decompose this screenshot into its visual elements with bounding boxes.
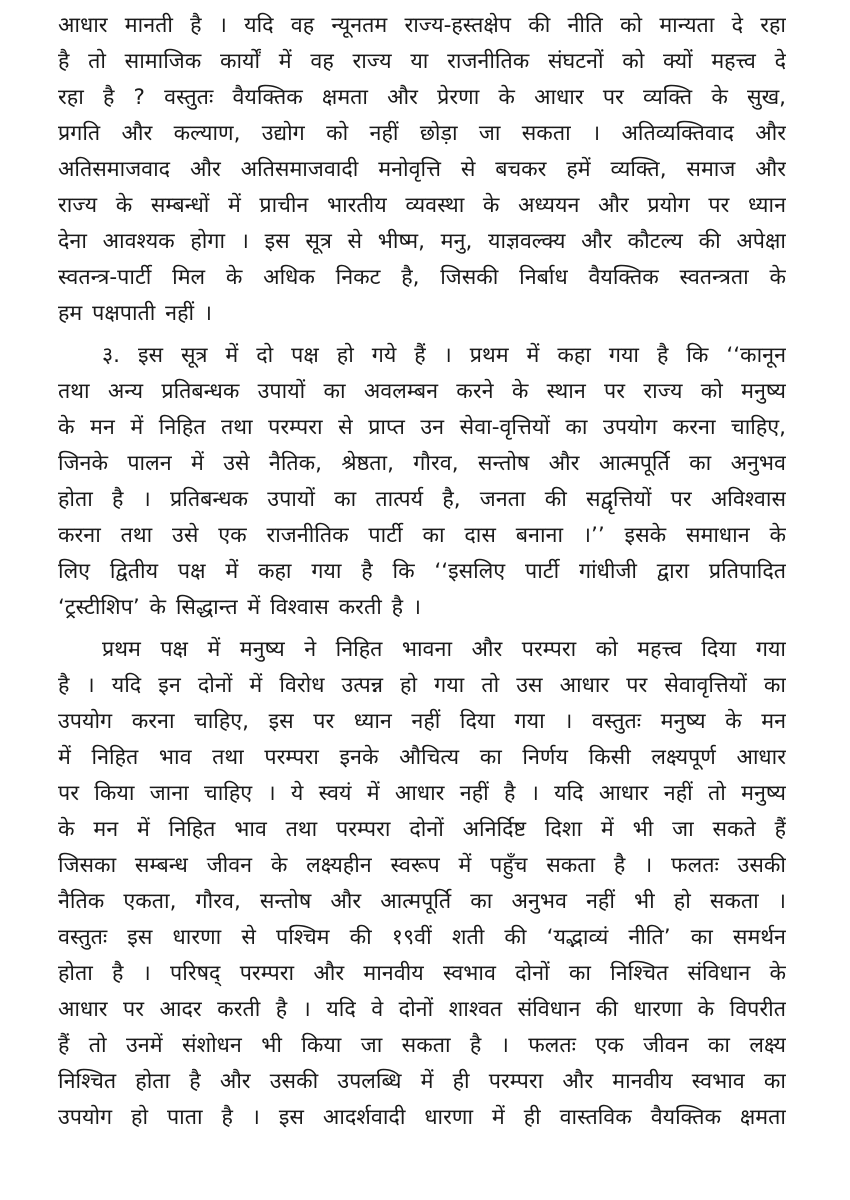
text-line: अतिसमाजवाद और अतिसमाजवादी मनोवृत्ति से बचकर हमें व्यक्ति, समाज और [58, 157, 786, 182]
text-line: है । यदि इन दोनों में विरोध उत्पन्न हो गया तो उस आधार पर सेवावृत्तियों का [58, 673, 786, 698]
paragraph-3 [58, 632, 786, 1136]
text-line: करना तथा उसे एक राजनीतिक पार्टी का दास बनाना ।’’ इसके समाधान के [58, 523, 786, 548]
text-line: प्रथम पक्ष में मनुष्य ने निहित भावना और परम्परा को महत्त्व दिया गया [102, 637, 786, 662]
text-line: प्रगति और कल्याण, उद्योग को नहीं छोड़ा जा सकता । अतिव्यक्तिवाद और [58, 121, 786, 146]
text-line: रहा है ? वस्तुतः वैयक्तिक क्षमता और प्रेरणा के आधार पर व्यक्ति के सुख, [58, 85, 786, 110]
text-line: उपयोग हो पाता है । इस आदर्शवादी धारणा में ही वास्तविक वैयक्तिक क्षमता [58, 1105, 786, 1130]
text-line: में निहित भाव तथा परम्परा इनके औचित्य का निर्णय किसी लक्ष्यपूर्ण आधार [58, 745, 786, 770]
document-page [58, 0, 786, 1200]
text-line: निश्चित होता है और उसकी उपलब्धि में ही परम्परा और मानवीय स्वभाव का [58, 1069, 786, 1094]
paragraph-2 [58, 338, 786, 626]
text-line: ३. इस सूत्र में दो पक्ष हो गये हैं । प्रथम में कहा गया है कि ‘‘कानून [102, 343, 786, 368]
text-line: जिनके पालन में उसे नैतिक, श्रेष्ठता, गौरव, सन्तोष और आत्मपूर्ति का अनुभव [58, 451, 786, 476]
text-line: के मन में निहित तथा परम्परा से प्राप्त उन सेवा-वृत्तियों का उपयोग करना चाहिए, [58, 415, 786, 440]
text-line: लिए द्वितीय पक्ष में कहा गया है कि ‘‘इसलिए पार्टी गांधीजी द्वारा प्रतिपादित [58, 559, 786, 584]
text-line: हम पक्षपाती नहीं । [58, 301, 213, 326]
text-line: हैं तो उनमें संशोधन भी किया जा सकता है । फलतः एक जीवन का लक्ष्य [58, 1033, 786, 1058]
text-line: नैतिक एकता, गौरव, सन्तोष और आत्मपूर्ति का अनुभव नहीं भी हो सकता । [58, 889, 786, 914]
text-line: उपयोग करना चाहिए, इस पर ध्यान नहीं दिया गया । वस्तुतः मनुष्य के मन [58, 709, 786, 734]
text-line: वस्तुतः इस धारणा से पश्चिम की १९वीं शती की ‘यद्भाव्यं नीति’ का समर्थन [58, 925, 786, 950]
text-line: राज्य के सम्बन्धों में प्राचीन भारतीय व्यवस्था के अध्ययन और प्रयोग पर ध्यान [58, 193, 786, 218]
text-line: है तो सामाजिक कार्यों में वह राज्य या राजनीतिक संघटनों को क्यों महत्त्व दे [58, 49, 786, 74]
text-line: आधार मानती है । यदि वह न्यूनतम राज्य-हस्तक्षेप की नीति को मान्यता दे रहा [58, 13, 786, 38]
text-line: जिसका सम्बन्ध जीवन के लक्ष्यहीन स्वरूप में पहुँच सकता है । फलतः उसकी [58, 853, 786, 878]
text-line: स्वतन्त्र-पार्टी मिल के अधिक निकट है, जिसकी निर्बाध वैयक्तिक स्वतन्त्रता के [58, 265, 786, 290]
text-line: आधार पर आदर करती है । यदि वे दोनों शाश्वत संविधान की धारणा के विपरीत [58, 997, 786, 1022]
text-line: होता है । परिषद् परम्परा और मानवीय स्वभाव दोनों का निश्चित संविधान के [58, 961, 786, 986]
paragraph-1 [58, 8, 786, 332]
text-line: पर किया जाना चाहिए । ये स्वयं में आधार नहीं है । यदि आधार नहीं तो मनुष्य [58, 781, 786, 806]
text-line: देना आवश्यक होगा । इस सूत्र से भीष्म, मनु, याज्ञवल्क्य और कौटल्य की अपेक्षा [58, 229, 786, 254]
text-line: तथा अन्य प्रतिबन्धक उपायों का अवलम्बन करने के स्थान पर राज्य को मनुष्य [58, 379, 786, 404]
text-line: के मन में निहित भाव तथा परम्परा दोनों अनिर्दिष्ट दिशा में भी जा सकते हैं [58, 817, 786, 842]
text-line: ‘ट्रस्टीशिप’ के सिद्धान्त में विश्वास करती है । [58, 595, 422, 620]
text-line: होता है । प्रतिबन्धक उपायों का तात्पर्य है, जनता की सद्वृत्तियों पर अविश्वास [58, 487, 786, 512]
